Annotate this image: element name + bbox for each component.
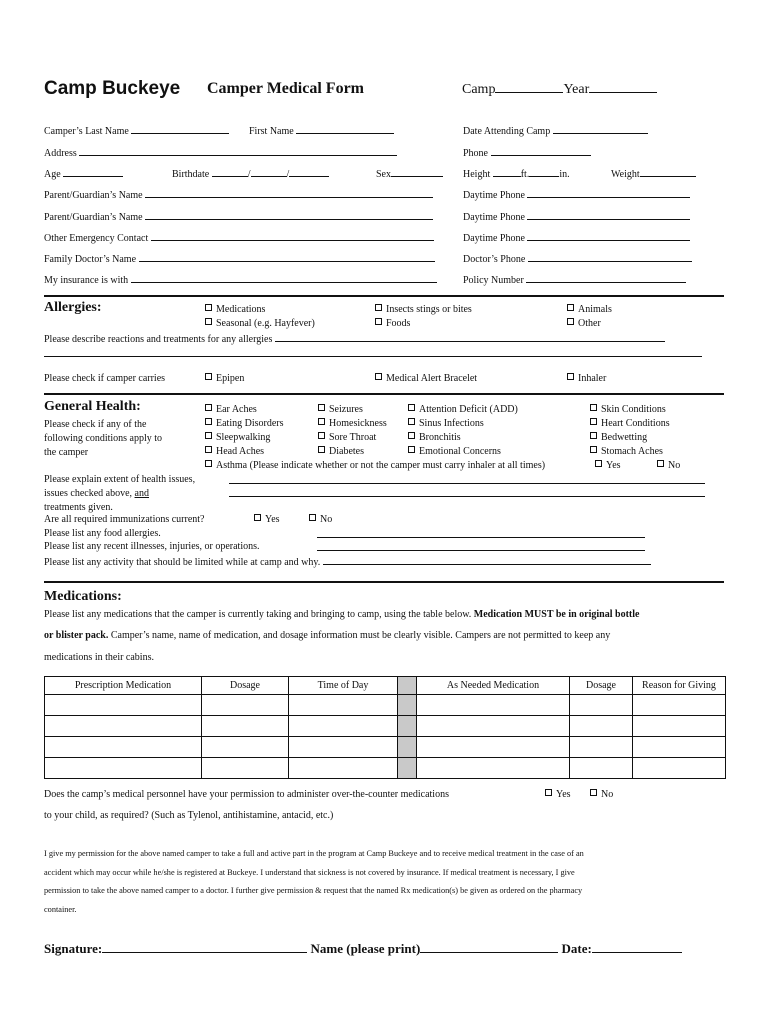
phone-field[interactable] (463, 146, 591, 159)
recent-illness-label: Please list any recent illnesses, injuries, or operations. (44, 541, 260, 552)
doctor-phone-label: Doctor’s Phone (463, 254, 526, 265)
table-cell[interactable] (289, 737, 398, 758)
table-cell[interactable] (633, 737, 726, 758)
cond-eating[interactable] (205, 418, 284, 429)
doctor-label: Family Doctor’s Name (44, 254, 137, 265)
address-field[interactable] (44, 146, 397, 159)
general-health-title: General Health: (44, 399, 141, 414)
cond-label: Stomach Aches (601, 446, 663, 457)
asthma-yes-checkbox[interactable] (595, 460, 621, 471)
otc-question-2: to your child, as required? (Such as Tylenol, antihistamine, antacid, etc.) (44, 810, 334, 821)
signature-row (44, 940, 682, 957)
doctor-field[interactable] (44, 252, 435, 265)
camp-year-field[interactable] (462, 82, 657, 98)
cond-label: Head Aches (216, 446, 265, 457)
col-header: Time of Day (289, 677, 398, 695)
otc-question-1: Does the camp’s medical personnel have your permission to administer over-the-counter medications (44, 789, 449, 800)
cond-seizures[interactable] (318, 404, 363, 415)
signature-label: Signature: (44, 941, 103, 956)
inhaler-label: Inhaler (578, 373, 607, 384)
height-label: Height (463, 169, 491, 180)
allergies-title: Allergies: (44, 300, 102, 315)
cond-emotional[interactable] (408, 446, 501, 457)
weight-label: Weight (611, 169, 640, 180)
allergy-foods-label: Foods (386, 318, 411, 329)
phone-label: Phone (463, 148, 488, 159)
no-label: No (668, 460, 681, 471)
cond-label: Sleepwalking (216, 432, 271, 443)
medications-warning: or blister pack. (44, 630, 109, 641)
medications-text-3: medications in their cabins. (44, 652, 154, 663)
cond-add[interactable] (408, 404, 518, 415)
weight-field[interactable] (611, 167, 696, 180)
immun-no-checkbox[interactable] (309, 514, 332, 525)
age-label: Age (44, 169, 61, 180)
divider (44, 393, 724, 395)
cond-skin[interactable] (590, 404, 666, 415)
table-cell[interactable] (417, 758, 570, 779)
cond-heart[interactable] (590, 418, 670, 429)
epipen-label: Epipen (216, 373, 245, 384)
explain-line: treatments given. (44, 502, 113, 513)
cond-sinus[interactable] (408, 418, 484, 429)
allergy-medications-label: Medications (216, 304, 266, 315)
table-row (45, 716, 726, 737)
food-allergies-label: Please list any food allergies. (44, 528, 161, 539)
birthdate-field[interactable]: Birthdate / / (172, 167, 329, 180)
allergy-seasonal-checkbox[interactable] (205, 318, 315, 329)
last-name-label: Camper’s Last Name (44, 126, 129, 137)
table-separator (398, 695, 417, 716)
general-desc-line: following conditions apply to (44, 433, 163, 444)
date-line[interactable] (592, 940, 682, 953)
medications-title: Medications: (44, 589, 122, 604)
divider (44, 295, 724, 297)
divider (44, 581, 724, 583)
col-header: Dosage (202, 677, 289, 695)
table-cell[interactable] (570, 737, 633, 758)
carries-label: Please check if camper carries (44, 373, 166, 384)
table-cell[interactable] (202, 695, 289, 716)
explain-line: Please explain extent of health issues, (44, 474, 196, 485)
medications-text-1 (44, 609, 639, 620)
table-cell[interactable] (202, 737, 289, 758)
cond-label: Diabetes (329, 446, 364, 457)
table-separator (398, 677, 417, 695)
table-separator (398, 737, 417, 758)
cond-sleepwalking[interactable] (205, 432, 270, 443)
table-row (45, 758, 726, 779)
col-header: Prescription Medication (45, 677, 202, 695)
cond-label: Homesickness (329, 418, 387, 429)
bracelet-checkbox[interactable] (375, 373, 477, 384)
table-separator (398, 716, 417, 737)
cond-label: Bedwetting (601, 432, 648, 443)
address-label: Address (44, 148, 77, 159)
cond-bronchitis[interactable] (408, 432, 461, 443)
yes-label: Yes (556, 789, 571, 800)
emergency-field[interactable] (44, 231, 434, 244)
explain-line-1[interactable] (229, 483, 705, 484)
table-cell[interactable] (417, 716, 570, 737)
first-name-label: First Name (249, 126, 294, 137)
recent-illness-line[interactable] (317, 550, 645, 551)
medications-text-2 (44, 630, 610, 641)
explain-line: issues checked above, (44, 488, 135, 499)
allergy-describe-line[interactable] (44, 356, 702, 357)
daytime1-field[interactable] (463, 188, 690, 201)
table-cell[interactable] (289, 758, 398, 779)
date-attending-field[interactable] (463, 124, 648, 137)
explain-label (44, 473, 195, 515)
cond-label: Skin Conditions (601, 404, 666, 415)
activity-label: Please list any activity that should be limited while at camp and why. (44, 557, 321, 568)
explain-line-2[interactable] (229, 496, 705, 497)
cond-label: Heart Conditions (601, 418, 670, 429)
birthdate-label: Birthdate (172, 169, 210, 180)
sex-label: Sex (376, 169, 391, 180)
cond-asthma[interactable] (205, 460, 545, 471)
allergy-other-label: Other (578, 318, 601, 329)
col-header: Reason for Giving (633, 677, 726, 695)
cond-label: Eating Disorders (216, 418, 284, 429)
cond-stomach[interactable] (590, 446, 663, 457)
print-name-label: Name (please print) (310, 941, 421, 956)
table-header-row (45, 677, 726, 695)
parent2-field[interactable] (44, 210, 433, 223)
permission-line-2: accident which may occur while he/she is registered at Buckeye. I understand that sickness is not covered by insurance. If medical treatment is necessary, I give (44, 868, 575, 877)
daytime3-field[interactable] (463, 231, 690, 244)
parent2-label: Parent/Guardian’s Name (44, 212, 143, 223)
allergy-medications-checkbox[interactable] (205, 304, 265, 315)
table-cell[interactable] (417, 695, 570, 716)
asthma-no-checkbox[interactable] (657, 460, 680, 471)
yes-label: Yes (606, 460, 621, 471)
daytime2-field[interactable] (463, 210, 690, 223)
print-name-line[interactable] (420, 940, 558, 953)
yes-label: Yes (265, 514, 280, 525)
general-desc (44, 418, 162, 460)
table-cell[interactable] (633, 695, 726, 716)
immunizations-label: Are all required immunizations current? (44, 514, 205, 525)
table-cell[interactable] (202, 758, 289, 779)
cond-label: Sore Throat (329, 432, 377, 443)
no-label: No (320, 514, 333, 525)
camp-label: Camp (462, 82, 496, 97)
otc-no-checkbox[interactable] (590, 789, 613, 800)
medications-table (44, 676, 726, 779)
insurance-field[interactable] (44, 273, 437, 286)
allergy-insects-checkbox[interactable] (375, 304, 472, 315)
year-label: Year (563, 82, 590, 97)
table-cell[interactable] (202, 716, 289, 737)
col-header: Dosage (570, 677, 633, 695)
table-cell[interactable] (45, 758, 202, 779)
general-desc-line: Please check if any of the (44, 419, 147, 430)
height-field[interactable] (463, 167, 570, 180)
table-cell[interactable] (45, 737, 202, 758)
table-cell[interactable] (570, 716, 633, 737)
table-row (45, 737, 726, 758)
doctor-phone-field[interactable] (463, 252, 692, 265)
medications-text: Please list any medications that the camper is currently taking and bringing to camp, using the table below. (44, 609, 474, 620)
cond-label: Bronchitis (419, 432, 461, 443)
allergy-other-checkbox[interactable] (567, 318, 601, 329)
cond-head-aches[interactable] (205, 446, 264, 457)
food-allergies-line[interactable] (317, 537, 645, 538)
allergy-animals-checkbox[interactable] (567, 304, 612, 315)
explain-and: and (134, 488, 149, 499)
cond-homesickness[interactable] (318, 418, 387, 429)
table-separator (398, 758, 417, 779)
sex-field[interactable] (376, 167, 443, 180)
cond-label: Attention Deficit (ADD) (419, 404, 518, 415)
policy-field[interactable] (463, 273, 686, 286)
inhaler-checkbox[interactable] (567, 373, 606, 384)
date-attending-label: Date Attending Camp (463, 126, 551, 137)
table-row (45, 695, 726, 716)
medications-warning: Medication MUST be in original bottle (473, 609, 640, 620)
emergency-label: Other Emergency Contact (44, 233, 149, 244)
activity-field[interactable] (44, 555, 651, 568)
permission-line-4: container. (44, 905, 77, 914)
allergy-foods-checkbox[interactable] (375, 318, 410, 329)
cond-label: Sinus Infections (419, 418, 484, 429)
immun-yes-checkbox[interactable] (254, 514, 280, 525)
cond-sore-throat[interactable] (318, 432, 376, 443)
first-name-field[interactable] (249, 124, 394, 137)
asthma-label: Asthma (Please indicate whether or not the camper must carry inhaler at all times) (216, 460, 546, 471)
table-cell[interactable] (633, 758, 726, 779)
table-cell[interactable] (633, 716, 726, 737)
allergy-describe-field[interactable] (44, 332, 665, 345)
age-field[interactable] (44, 167, 123, 180)
table-cell[interactable] (570, 758, 633, 779)
permission-line-1: I give my permission for the above named camper to take a full and active part in the program at Camp Buckeye and to receive medical treatment in the case of an (44, 849, 584, 858)
table-cell[interactable] (570, 695, 633, 716)
bracelet-label: Medical Alert Bracelet (386, 373, 478, 384)
otc-yes-checkbox[interactable] (545, 789, 571, 800)
cond-bedwetting[interactable] (590, 432, 647, 443)
form-title: Camper Medical Form (207, 80, 364, 97)
table-cell[interactable] (45, 695, 202, 716)
cond-label: Seizures (329, 404, 363, 415)
in-label: in. (559, 169, 570, 180)
cond-ear-aches[interactable] (205, 404, 257, 415)
last-name-field[interactable] (44, 124, 229, 137)
daytime1-label: Daytime Phone (463, 190, 525, 201)
allergy-seasonal-label: Seasonal (e.g. Hayfever) (216, 318, 315, 329)
date-label: Date: (561, 941, 592, 956)
permission-line-3: permission to take the above named camper to a doctor. I further give permission & request that the named Rx medication(s) be given as ordered on the pharmacy (44, 886, 583, 895)
no-label: No (601, 789, 614, 800)
general-desc-line: the camper (44, 447, 89, 458)
table-cell[interactable] (45, 716, 202, 737)
table-cell[interactable] (289, 695, 398, 716)
allergy-animals-label: Animals (578, 304, 612, 315)
cond-diabetes[interactable] (318, 446, 364, 457)
ft-label: ft. (520, 169, 530, 180)
signature-line[interactable] (102, 940, 307, 953)
camp-name: Camp Buckeye (44, 78, 181, 99)
table-cell[interactable] (289, 716, 398, 737)
table-cell[interactable] (417, 737, 570, 758)
cond-label: Ear Aches (216, 404, 257, 415)
policy-label: Policy Number (463, 275, 524, 286)
medications-text: Camper’s name, name of medication, and dosage information must be clearly visible. Campers are not permitted to keep any (108, 630, 611, 641)
epipen-checkbox[interactable] (205, 373, 244, 384)
daytime2-label: Daytime Phone (463, 212, 525, 223)
parent1-field[interactable] (44, 188, 433, 201)
insurance-label: My insurance is with (44, 275, 129, 286)
allergy-describe-label: Please describe reactions and treatments for any allergies (44, 334, 273, 345)
allergy-insects-label: Insects stings or bites (386, 304, 472, 315)
daytime3-label: Daytime Phone (463, 233, 525, 244)
col-header: As Needed Medication (417, 677, 570, 695)
parent1-label: Parent/Guardian’s Name (44, 190, 143, 201)
cond-label: Emotional Concerns (419, 446, 501, 457)
